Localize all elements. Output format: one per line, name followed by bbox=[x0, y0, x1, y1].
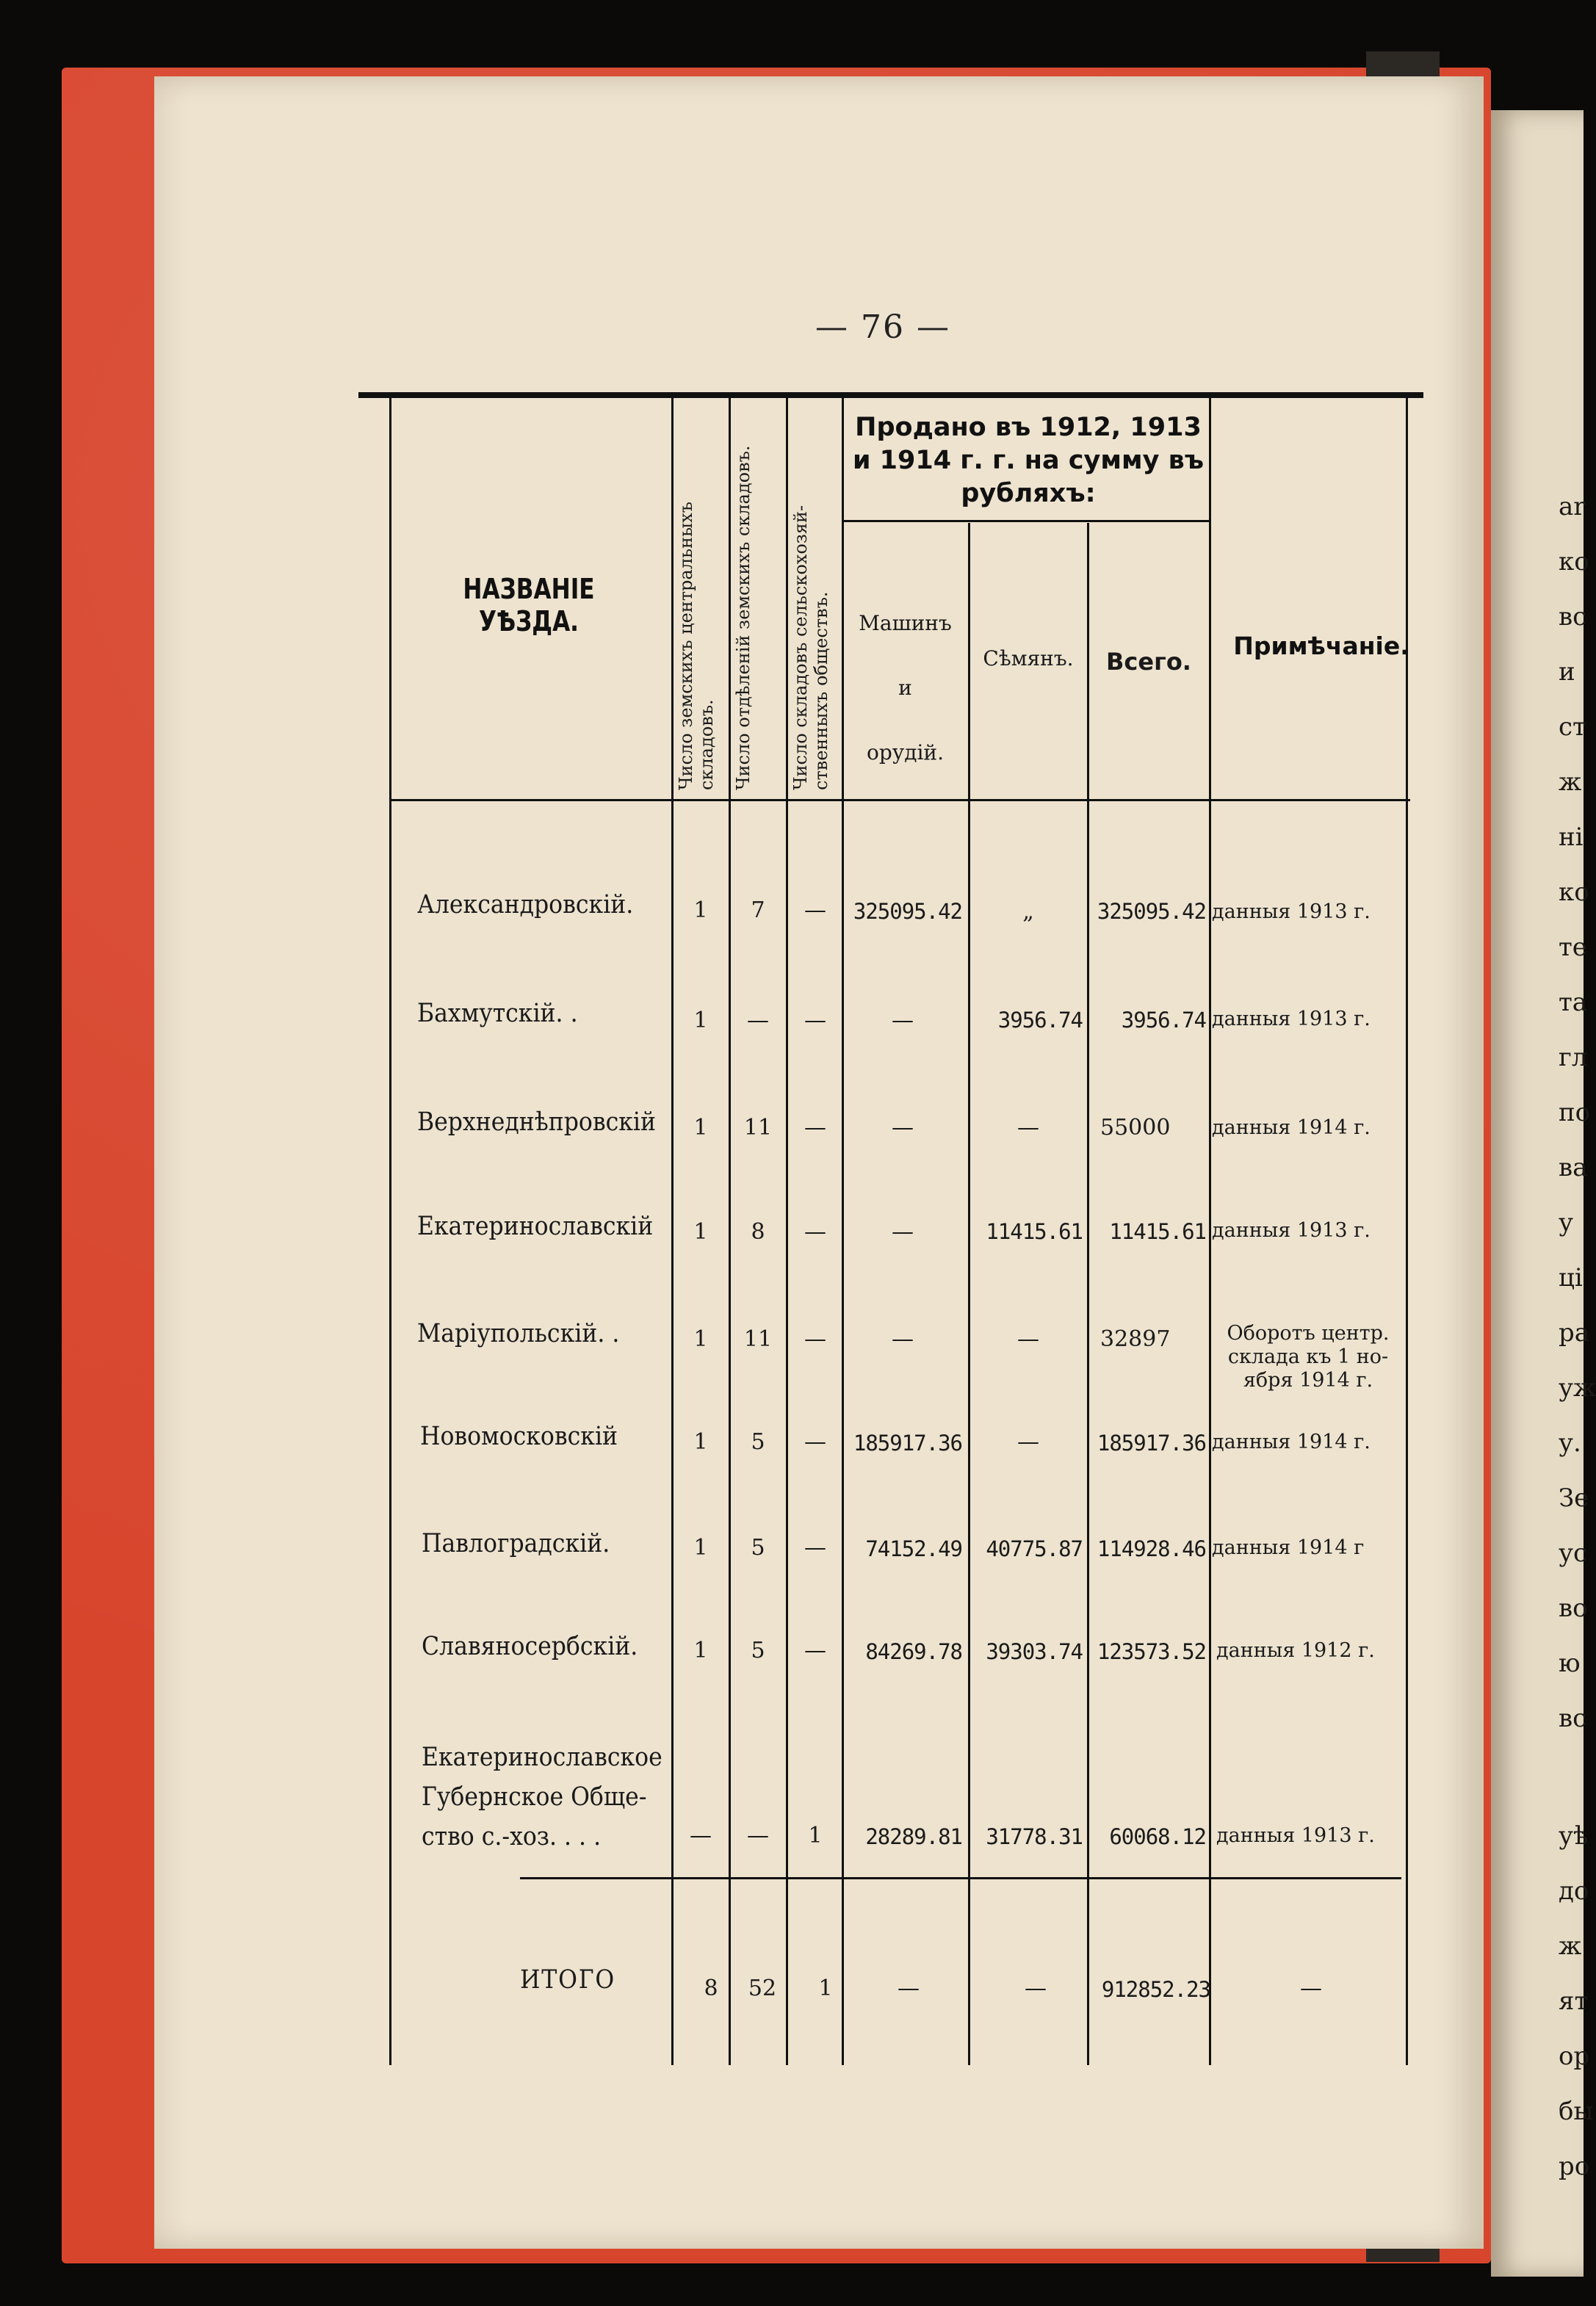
total-header: Всего. bbox=[1106, 648, 1191, 676]
row-note: Оборотъ центр. склада къ 1 но- ября 1914 г. bbox=[1227, 1322, 1390, 1392]
row-note: данныя 1914 г. bbox=[1212, 1431, 1371, 1453]
total-separator-rule bbox=[520, 1877, 1401, 1879]
seeds-amount: 39303.74 bbox=[986, 1639, 1083, 1664]
machines-amount: — bbox=[892, 1115, 914, 1141]
facing-page-fragment: вс bbox=[1559, 602, 1587, 632]
central-count: 1 bbox=[693, 1429, 708, 1455]
facing-page-fragment: у bbox=[1559, 1208, 1574, 1237]
facing-page-fragment: уѣ bbox=[1559, 1821, 1589, 1851]
branches-count: — bbox=[747, 1008, 769, 1033]
machines-amount: 28289.81 bbox=[865, 1824, 962, 1849]
district-name: Екатеринославскій bbox=[417, 1212, 654, 1241]
societies-count: 1 bbox=[808, 1823, 823, 1848]
total-amount: 325095.42 bbox=[1097, 899, 1206, 924]
row-note: данныя 1913 г. bbox=[1216, 1824, 1375, 1847]
branches-count: 5 bbox=[751, 1535, 765, 1561]
total-amount: 185917.36 bbox=[1097, 1431, 1206, 1456]
district-name: Новомосковскій bbox=[420, 1422, 618, 1451]
total-societies-count: 1 bbox=[818, 1976, 833, 2001]
central-count: 1 bbox=[693, 1008, 708, 1033]
facing-page-fragment: ж bbox=[1559, 767, 1582, 797]
central-count: 1 bbox=[693, 1219, 708, 1245]
seeds-amount: „ bbox=[1022, 899, 1034, 925]
row-note: данныя 1913 г. bbox=[1212, 1219, 1371, 1242]
central-warehouses-header: Число земскихъ центральныхъ складовъ. bbox=[676, 502, 717, 790]
facing-page-fragment: ж bbox=[1559, 1931, 1582, 1961]
central-count: 1 bbox=[693, 1115, 708, 1141]
facing-page-fragment: и bbox=[1559, 657, 1575, 687]
total-central-count: 8 bbox=[704, 1976, 718, 2001]
seeds-amount: 11415.61 bbox=[986, 1219, 1083, 1244]
facing-page-fragment: ст bbox=[1559, 712, 1586, 742]
facing-page-fragment: уж bbox=[1559, 1373, 1596, 1403]
central-count: 1 bbox=[693, 1535, 708, 1561]
facing-page-fragment: та bbox=[1559, 988, 1588, 1017]
central-count: 1 bbox=[693, 1326, 708, 1352]
branches-count: 11 bbox=[743, 1115, 773, 1141]
total-amount: 123573.52 bbox=[1097, 1639, 1206, 1664]
row-note: данныя 1912 г. bbox=[1216, 1639, 1375, 1662]
grand-total-amount: 912852.23 bbox=[1101, 1977, 1210, 2002]
facing-page-fragment: бы bbox=[1559, 2097, 1594, 2126]
facing-page-fragment: до bbox=[1559, 1876, 1589, 1906]
facing-page-fragment: гл bbox=[1559, 1043, 1588, 1072]
facing-page-fragment: ва bbox=[1559, 1153, 1588, 1182]
district-name: Павлоградскій. bbox=[422, 1529, 610, 1558]
machines-header: Машинъ и орудій. bbox=[859, 611, 952, 765]
district-column-header: НАЗВАНIЕ УѢЗДА. bbox=[463, 573, 595, 637]
total-amount: 32897 bbox=[1100, 1326, 1171, 1352]
branches-count: — bbox=[747, 1823, 769, 1848]
facing-page-fragment: ні bbox=[1559, 823, 1584, 852]
district-name: Александровскій. bbox=[417, 890, 634, 919]
facing-page-fragment: ar bbox=[1559, 492, 1586, 521]
societies-count: — bbox=[804, 897, 826, 923]
central-count: — bbox=[690, 1823, 712, 1848]
branches-count: 5 bbox=[751, 1429, 765, 1455]
row-note: данныя 1914 г. bbox=[1212, 1116, 1371, 1139]
branches-count: 5 bbox=[751, 1638, 765, 1663]
total-amount: 3956.74 bbox=[1121, 1008, 1206, 1033]
machines-amount: 84269.78 bbox=[865, 1639, 962, 1664]
facing-page-fragment: вс bbox=[1559, 1704, 1587, 1733]
facing-page-fragment: у. bbox=[1559, 1428, 1581, 1458]
seeds-amount: — bbox=[1017, 1115, 1039, 1141]
central-count: 1 bbox=[693, 897, 708, 923]
facing-page-fragment: ор bbox=[1559, 2042, 1590, 2071]
facing-page-fragment: ра bbox=[1559, 1318, 1590, 1348]
facing-page-fragment: ко bbox=[1559, 878, 1589, 907]
total-branches-count: 52 bbox=[748, 1976, 777, 2001]
sold-subheader-rule bbox=[843, 520, 1210, 522]
district-name: Бахмутскій. . bbox=[417, 999, 578, 1028]
branches-header: Число отдѣленій земскихъ складовъ. bbox=[733, 445, 754, 790]
total-note: — bbox=[1300, 1976, 1322, 2001]
total-amount: 114928.46 bbox=[1097, 1536, 1206, 1561]
row-note: данныя 1913 г. bbox=[1212, 1008, 1371, 1030]
page-number: — 76 — bbox=[815, 308, 950, 346]
facing-page-fragment: ю bbox=[1559, 1649, 1581, 1678]
machines-amount: 185917.36 bbox=[853, 1431, 962, 1456]
facing-page-fragment: по bbox=[1559, 1098, 1591, 1127]
societies-count: — bbox=[804, 1115, 826, 1141]
facing-page-fragment: ят bbox=[1559, 1987, 1589, 2016]
machines-amount: — bbox=[892, 1008, 914, 1033]
seeds-amount: — bbox=[1017, 1429, 1039, 1455]
district-name: Маріупольскій. . bbox=[417, 1319, 620, 1348]
seeds-amount: 40775.87 bbox=[986, 1536, 1083, 1561]
facing-page-fragment: ко bbox=[1559, 547, 1589, 576]
machines-amount: 325095.42 bbox=[853, 899, 962, 924]
table-top-rule bbox=[358, 392, 1423, 398]
facing-page-fragment: те bbox=[1559, 933, 1587, 962]
central-count: 1 bbox=[693, 1638, 708, 1663]
societies-count: — bbox=[804, 1535, 826, 1561]
societies-count: — bbox=[804, 1008, 826, 1033]
total-amount: 60068.12 bbox=[1109, 1824, 1206, 1849]
facing-page-fragment: ро bbox=[1559, 2152, 1590, 2181]
district-name: Славяносербскій. bbox=[422, 1632, 638, 1661]
total-seeds-amount: — bbox=[1025, 1976, 1047, 2001]
total-amount: 11415.61 bbox=[1109, 1219, 1206, 1244]
row-note: данныя 1914 г bbox=[1212, 1536, 1365, 1559]
machines-amount: — bbox=[892, 1219, 914, 1245]
header-bottom-rule bbox=[389, 799, 1410, 801]
branches-count: 11 bbox=[743, 1326, 773, 1352]
total-amount: 55000 bbox=[1100, 1115, 1171, 1141]
branches-count: 7 bbox=[751, 897, 765, 923]
total-machines-amount: — bbox=[898, 1976, 920, 2001]
seeds-header: Сѣмянъ. bbox=[983, 646, 1074, 671]
note-header: Примѣчаніе. bbox=[1233, 632, 1409, 660]
societies-count: — bbox=[804, 1429, 826, 1455]
facing-page bbox=[1491, 110, 1596, 2277]
district-name: Екатеринославское Губернское Обще- ство с.-хоз. . . . bbox=[422, 1743, 662, 1851]
machines-amount: — bbox=[892, 1326, 914, 1352]
column-rule bbox=[1209, 398, 1211, 2065]
total-label: ИТОГО bbox=[520, 1965, 615, 1995]
book-page bbox=[154, 76, 1484, 2249]
branches-count: 8 bbox=[751, 1219, 765, 1245]
facing-page-fragment: ус bbox=[1559, 1539, 1588, 1568]
facing-page-fragment: ці bbox=[1559, 1263, 1583, 1293]
district-name: Верхнеднѣпровскій bbox=[417, 1107, 656, 1137]
machines-amount: 74152.49 bbox=[865, 1536, 962, 1561]
societies-count: — bbox=[804, 1219, 826, 1245]
seeds-amount: — bbox=[1017, 1326, 1039, 1352]
societies-count: — bbox=[804, 1638, 826, 1663]
facing-page-fragment: во bbox=[1559, 1594, 1588, 1623]
column-rule bbox=[389, 398, 391, 2065]
societies-count: — bbox=[804, 1326, 826, 1352]
seeds-amount: 3956.74 bbox=[997, 1008, 1083, 1033]
societies-header: Число складовъ сельскохозяй-ственныхъ обществъ. bbox=[790, 505, 831, 790]
facing-page-fragment: Зе bbox=[1559, 1483, 1589, 1513]
sold-amount-header: Продано въ 1912, 1913 и 1914 г. г. на сумму въ рубляхъ: bbox=[852, 413, 1205, 508]
row-note: данныя 1913 г. bbox=[1212, 900, 1371, 923]
seeds-amount: 31778.31 bbox=[986, 1824, 1083, 1849]
